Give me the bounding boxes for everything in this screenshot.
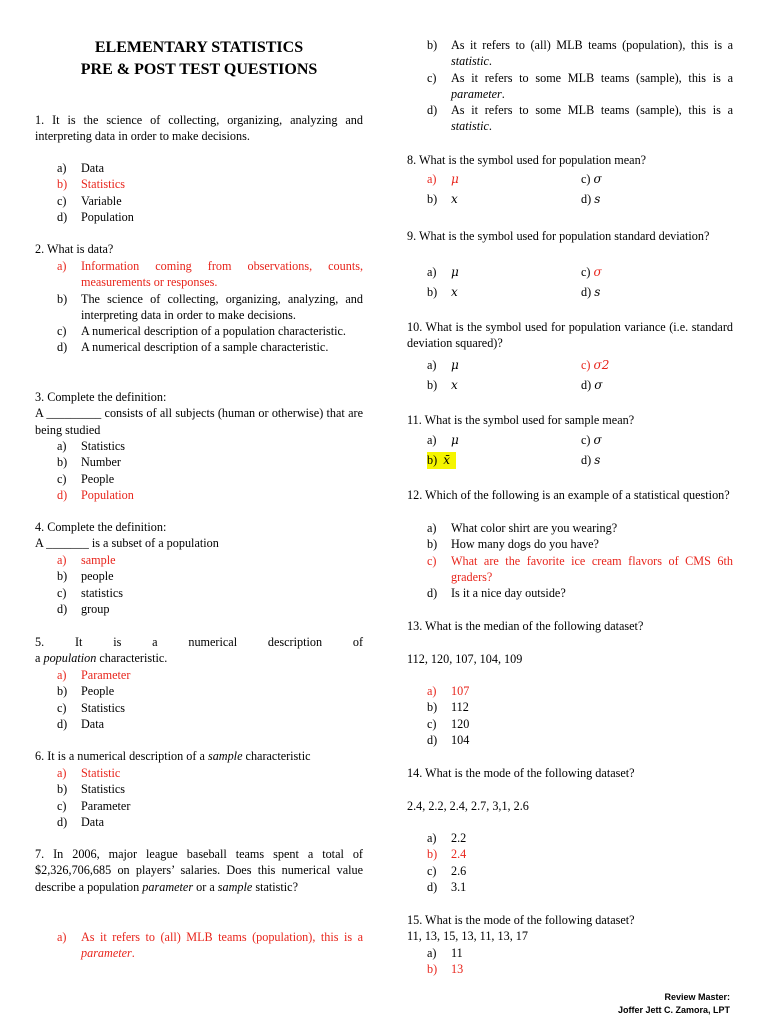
- question-2-text: 2. What is data?: [35, 242, 114, 256]
- option: [427, 699, 733, 715]
- option: [427, 432, 581, 448]
- option-text: Is it a nice day outside?: [451, 586, 566, 601]
- option-text: Data: [81, 161, 105, 175]
- option-letter: a): [57, 930, 67, 944]
- option-letter: a): [427, 433, 437, 447]
- option: [57, 683, 363, 699]
- text-emphasis: statistic: [451, 119, 489, 134]
- option-letter: d): [581, 192, 592, 207]
- text-emphasis: population: [43, 651, 97, 666]
- question-9-options: [427, 264, 701, 301]
- option-text: Statistics: [81, 700, 126, 715]
- option-letter: b): [57, 569, 68, 584]
- option: [57, 471, 363, 487]
- mu-symbol: μ: [451, 265, 459, 279]
- option-letter: d): [427, 103, 438, 118]
- option-letter: d): [57, 601, 68, 616]
- option-answer: [57, 765, 363, 781]
- option-text: Population: [81, 209, 134, 224]
- question-6-text: [35, 748, 363, 764]
- question-6-options: [57, 765, 363, 830]
- option-letter: a): [57, 668, 67, 682]
- s-symbol: s: [594, 285, 601, 300]
- option-letter: a): [427, 265, 437, 279]
- option-answer: [427, 846, 733, 862]
- option: [57, 291, 363, 324]
- option-text: 120: [451, 716, 470, 731]
- option-text: Information coming from observations, counts, measurements or responses.: [81, 259, 363, 290]
- option-letter: b): [427, 962, 438, 977]
- option-letter: b): [427, 453, 438, 468]
- option: [57, 716, 363, 732]
- option-text: 3.1: [451, 879, 467, 894]
- review-master-credit: [618, 991, 730, 1017]
- option-text: A numerical description of a population characteristic.: [81, 324, 346, 339]
- x-bar-symbol: x̄: [443, 453, 451, 468]
- option-text: How many dogs do you have?: [451, 537, 599, 552]
- option-letter: c): [427, 863, 437, 878]
- option-letter: b): [427, 192, 438, 207]
- option-letter: d): [581, 453, 592, 468]
- option: [57, 700, 363, 716]
- option: [57, 585, 363, 601]
- option-letter: a): [427, 946, 437, 960]
- option-answer: [57, 258, 363, 291]
- x-symbol: x: [451, 378, 458, 393]
- option-text: 2.6: [451, 863, 467, 878]
- question-1: [35, 112, 363, 145]
- option: [427, 585, 733, 601]
- option-letter: d): [581, 285, 592, 300]
- option-letter: a): [427, 521, 437, 535]
- option-letter: c): [57, 700, 67, 715]
- question-11-options: [427, 432, 701, 469]
- option-text: people: [81, 569, 114, 584]
- option-letter: b): [427, 285, 438, 300]
- option: [427, 830, 733, 846]
- option: [581, 377, 701, 393]
- text-emphasis: parameter: [451, 86, 502, 101]
- option-text: Statistic: [81, 766, 121, 780]
- option: [427, 520, 733, 536]
- option-letter: c): [57, 585, 67, 600]
- text-fragment: characteristic.: [96, 651, 168, 666]
- option-letter: a): [57, 439, 67, 453]
- text-fragment: or a: [193, 879, 218, 894]
- option-text: [451, 37, 733, 70]
- option-letter: b): [427, 700, 438, 715]
- option-answer: [57, 176, 363, 192]
- option-letter: c): [581, 358, 591, 372]
- option-letter: c): [57, 798, 67, 813]
- x-symbol: x: [451, 285, 458, 300]
- option: [581, 452, 701, 468]
- option: [57, 601, 363, 617]
- option-text: 104: [451, 732, 470, 747]
- option-letter: d): [57, 716, 68, 731]
- question-8-text: 8. What is the symbol used for population mean?: [407, 153, 647, 167]
- question-2: [35, 241, 363, 257]
- option-letter: a): [57, 766, 67, 780]
- option-letter: b): [427, 537, 438, 552]
- option-letter: d): [427, 586, 438, 601]
- option-text: People: [81, 471, 115, 486]
- sigma-symbol: σ: [593, 433, 602, 447]
- option-text: sample: [81, 553, 116, 567]
- question-1-options: [57, 160, 363, 225]
- question-9-text: 9. What is the symbol used for population standard deviation?: [407, 229, 710, 243]
- question-5-options: [57, 667, 363, 732]
- option-text: 13: [451, 962, 464, 977]
- option: [427, 377, 581, 393]
- question-8-options: [427, 171, 701, 208]
- text-fragment: .: [488, 54, 492, 69]
- option-letter: d): [57, 814, 68, 829]
- option-letter: d): [427, 732, 438, 747]
- question-13: [407, 618, 733, 634]
- option-letter: b): [427, 378, 438, 393]
- sigma-symbol: σ: [593, 172, 602, 186]
- sigma-squared-symbol: σ2: [593, 358, 610, 372]
- option-answer: [427, 171, 581, 187]
- question-8: [407, 152, 733, 168]
- option-text: Number: [81, 455, 121, 470]
- text-fragment: statistic?: [252, 879, 299, 894]
- option: [57, 438, 363, 454]
- sigma-symbol: σ: [594, 378, 603, 393]
- question-11-text: 11. What is the symbol used for sample mean?: [407, 413, 635, 427]
- option-answer: [57, 487, 363, 503]
- question-11: [407, 412, 733, 428]
- question-4-text: 4. Complete the definition:: [35, 520, 167, 534]
- question-5: [35, 634, 363, 667]
- option: [57, 781, 363, 797]
- text-emphasis: sample: [217, 879, 253, 894]
- x-symbol: x: [451, 192, 458, 207]
- answer-highlight: [427, 452, 456, 468]
- question-15-dataset: 11, 13, 15, 13, 11, 13, 17: [407, 929, 528, 944]
- option-letter: b): [427, 38, 438, 52]
- option: [427, 357, 581, 373]
- option-letter: c): [581, 433, 591, 447]
- option-letter: c): [427, 716, 437, 731]
- option-text: 2.4: [451, 847, 467, 862]
- question-14: [407, 765, 733, 781]
- question-10-text: 10. What is the symbol used for population variance (i.e. standard deviation squared)?: [407, 320, 733, 351]
- option-letter: a): [427, 172, 437, 186]
- option-letter: c): [57, 193, 67, 208]
- option-letter: a): [57, 161, 67, 175]
- option-text: Statistics: [81, 782, 126, 797]
- option: [581, 191, 701, 207]
- option-letter: b): [57, 177, 68, 192]
- question-5-text-line1: 5. It is a numerical description of: [35, 635, 363, 649]
- option-answer: [427, 683, 733, 699]
- option-text: Population: [81, 487, 134, 502]
- question-15-options: [427, 945, 733, 978]
- option: [427, 37, 733, 70]
- text-fragment: As it refers to (all) MLB teams (population), this is a: [81, 930, 363, 944]
- option-letter: c): [581, 172, 591, 186]
- mu-symbol: μ: [451, 172, 459, 186]
- option: [427, 102, 733, 135]
- option-text: statistics: [81, 585, 123, 600]
- question-13-options: [427, 683, 733, 748]
- option-letter: b): [427, 847, 438, 862]
- question-10-options: [427, 357, 701, 394]
- option-answer: [427, 452, 581, 468]
- option: [57, 454, 363, 470]
- option-letter: a): [427, 358, 437, 372]
- text-emphasis: parameter: [142, 879, 194, 894]
- option-text: People: [81, 684, 115, 699]
- option-text: 2.2: [451, 831, 467, 845]
- option: [427, 945, 733, 961]
- option: [427, 863, 733, 879]
- option-text: What color shirt are you wearing?: [451, 521, 618, 535]
- option-answer: [57, 552, 363, 568]
- text-fragment: .: [488, 119, 492, 134]
- option-answer: [57, 929, 363, 962]
- question-12-options: [427, 520, 733, 601]
- question-12-text: 12. Which of the following is an example of a statistical question?: [407, 488, 730, 502]
- option-letter: d): [57, 340, 68, 355]
- question-10: [407, 319, 733, 352]
- text-emphasis: parameter: [81, 946, 132, 961]
- text-fragment: As it refers to some MLB teams (sample), this is a: [451, 70, 733, 85]
- question-3-definition: A _________ consists of all subjects (human or otherwise) that are being studied: [35, 406, 363, 437]
- option-letter: d): [581, 378, 592, 393]
- option: [57, 209, 363, 225]
- option: [57, 323, 363, 339]
- option-answer: [427, 553, 733, 586]
- s-symbol: s: [594, 453, 601, 468]
- question-3-options: [57, 438, 363, 503]
- question-15-text: 15. What is the mode of the following dataset?: [407, 913, 635, 927]
- option-text: [81, 929, 363, 962]
- option-letter: c): [427, 553, 437, 568]
- option: [427, 732, 733, 748]
- option-text: Parameter: [81, 798, 131, 813]
- text-fragment: 7. In 2006, major league baseball teams spent a total of $2,326,706,685 on players’ salaries. Does this numerical value describe a population: [35, 847, 363, 894]
- s-symbol: s: [594, 192, 601, 207]
- mu-symbol: μ: [451, 433, 459, 447]
- text-fragment: 6. It is a numerical description of a: [35, 749, 208, 763]
- option: [57, 814, 363, 830]
- option-text: Data: [81, 814, 105, 829]
- option-letter: c): [57, 324, 67, 339]
- option-text: Parameter: [81, 668, 131, 682]
- question-15: [407, 912, 733, 945]
- option-letter: b): [57, 291, 68, 306]
- option-text: The science of collecting, organizing, analyzing, and interpreting data in order to make decisions.: [81, 291, 363, 322]
- option: [57, 568, 363, 584]
- question-9: [407, 228, 733, 244]
- text-fragment: As it refers to some MLB teams (sample), this is a: [451, 103, 733, 118]
- sigma-symbol: σ: [593, 265, 602, 279]
- option-text: Statistics: [81, 439, 126, 453]
- question-13-text: 13. What is the median of the following dataset?: [407, 619, 644, 633]
- text-emphasis: sample: [207, 749, 243, 763]
- option-letter: c): [581, 265, 591, 279]
- option: [427, 536, 733, 552]
- option-text: Data: [81, 716, 105, 731]
- question-2-options: [57, 258, 363, 356]
- option-letter: b): [57, 782, 68, 797]
- option-text: A numerical description of a sample characteristic.: [81, 340, 329, 355]
- question-13-dataset: 112, 120, 107, 104, 109: [407, 652, 523, 666]
- text-fragment: characteristic: [242, 749, 311, 763]
- option: [427, 284, 581, 300]
- option-answer: [581, 264, 701, 280]
- question-3-text: 3. Complete the definition:: [35, 390, 167, 404]
- option-text: group: [81, 601, 110, 616]
- question-4-options: [57, 552, 363, 617]
- option-text: Variable: [81, 193, 122, 208]
- option: [57, 798, 363, 814]
- option-letter: b): [57, 684, 68, 699]
- question-7-options-continued: [427, 37, 733, 135]
- text-fragment: a: [35, 651, 44, 666]
- question-1-text: 1. It is the science of collecting, organizing, analyzing and interpreting data in order to make decisions.: [35, 113, 363, 144]
- question-5-text-line2: [35, 650, 363, 666]
- question-6: [35, 748, 363, 764]
- option-text: 112: [451, 700, 469, 715]
- text-fragment: .: [131, 946, 135, 961]
- option-text: 107: [451, 684, 470, 698]
- option: [581, 284, 701, 300]
- option-letter: d): [57, 209, 68, 224]
- option-letter: c): [427, 70, 437, 85]
- title-line-1: ELEMENTARY STATISTICS: [94, 39, 304, 56]
- option: [427, 879, 733, 895]
- option-letter: a): [57, 259, 67, 273]
- option-letter: d): [427, 879, 438, 894]
- text-fragment: .: [501, 86, 505, 101]
- question-3: [35, 389, 363, 438]
- credit-name: Joffer Jett C. Zamora, LPT: [617, 1005, 730, 1015]
- option-letter: d): [57, 487, 68, 502]
- option: [581, 171, 701, 187]
- option-text: 11: [451, 946, 463, 960]
- option-letter: c): [57, 471, 67, 486]
- option: [427, 191, 581, 207]
- option: [57, 160, 363, 176]
- question-7-option-a: [57, 929, 363, 962]
- question-14-dataset: 2.4, 2.2, 2.4, 2.7, 3,1, 2.6: [407, 799, 529, 813]
- option-letter: a): [57, 553, 67, 567]
- question-14-text: 14. What is the mode of the following dataset?: [407, 766, 635, 780]
- question-14-options: [427, 830, 733, 895]
- question-7-text: [35, 846, 363, 895]
- credit-label: Review Master:: [664, 992, 730, 1002]
- option: [581, 432, 701, 448]
- option-answer: [57, 667, 363, 683]
- mu-symbol: μ: [451, 358, 459, 372]
- question-4: [35, 519, 363, 552]
- option: [57, 193, 363, 209]
- option-text: Statistics: [81, 177, 126, 192]
- option: [427, 70, 733, 103]
- option: [427, 264, 581, 280]
- question-12: [407, 487, 733, 503]
- option-answer: [427, 961, 733, 977]
- title-line-2: PRE & POST TEST QUESTIONS: [80, 61, 318, 78]
- question-4-definition: A _______ is a subset of a population: [35, 536, 219, 551]
- option-answer: [581, 357, 701, 373]
- option-text: [451, 102, 733, 135]
- document-title: [35, 37, 363, 81]
- text-fragment: As it refers to (all) MLB teams (population), this is a: [451, 38, 733, 52]
- option-letter: a): [427, 831, 437, 845]
- option-letter: a): [427, 684, 437, 698]
- question-7: [35, 846, 363, 895]
- text-emphasis: statistic: [451, 54, 489, 69]
- option-text: [451, 70, 733, 103]
- option: [427, 716, 733, 732]
- option-letter: b): [57, 455, 68, 470]
- option-text: What are the favorite ice cream flavors of CMS 6th graders?: [451, 553, 733, 584]
- option: [57, 339, 363, 355]
